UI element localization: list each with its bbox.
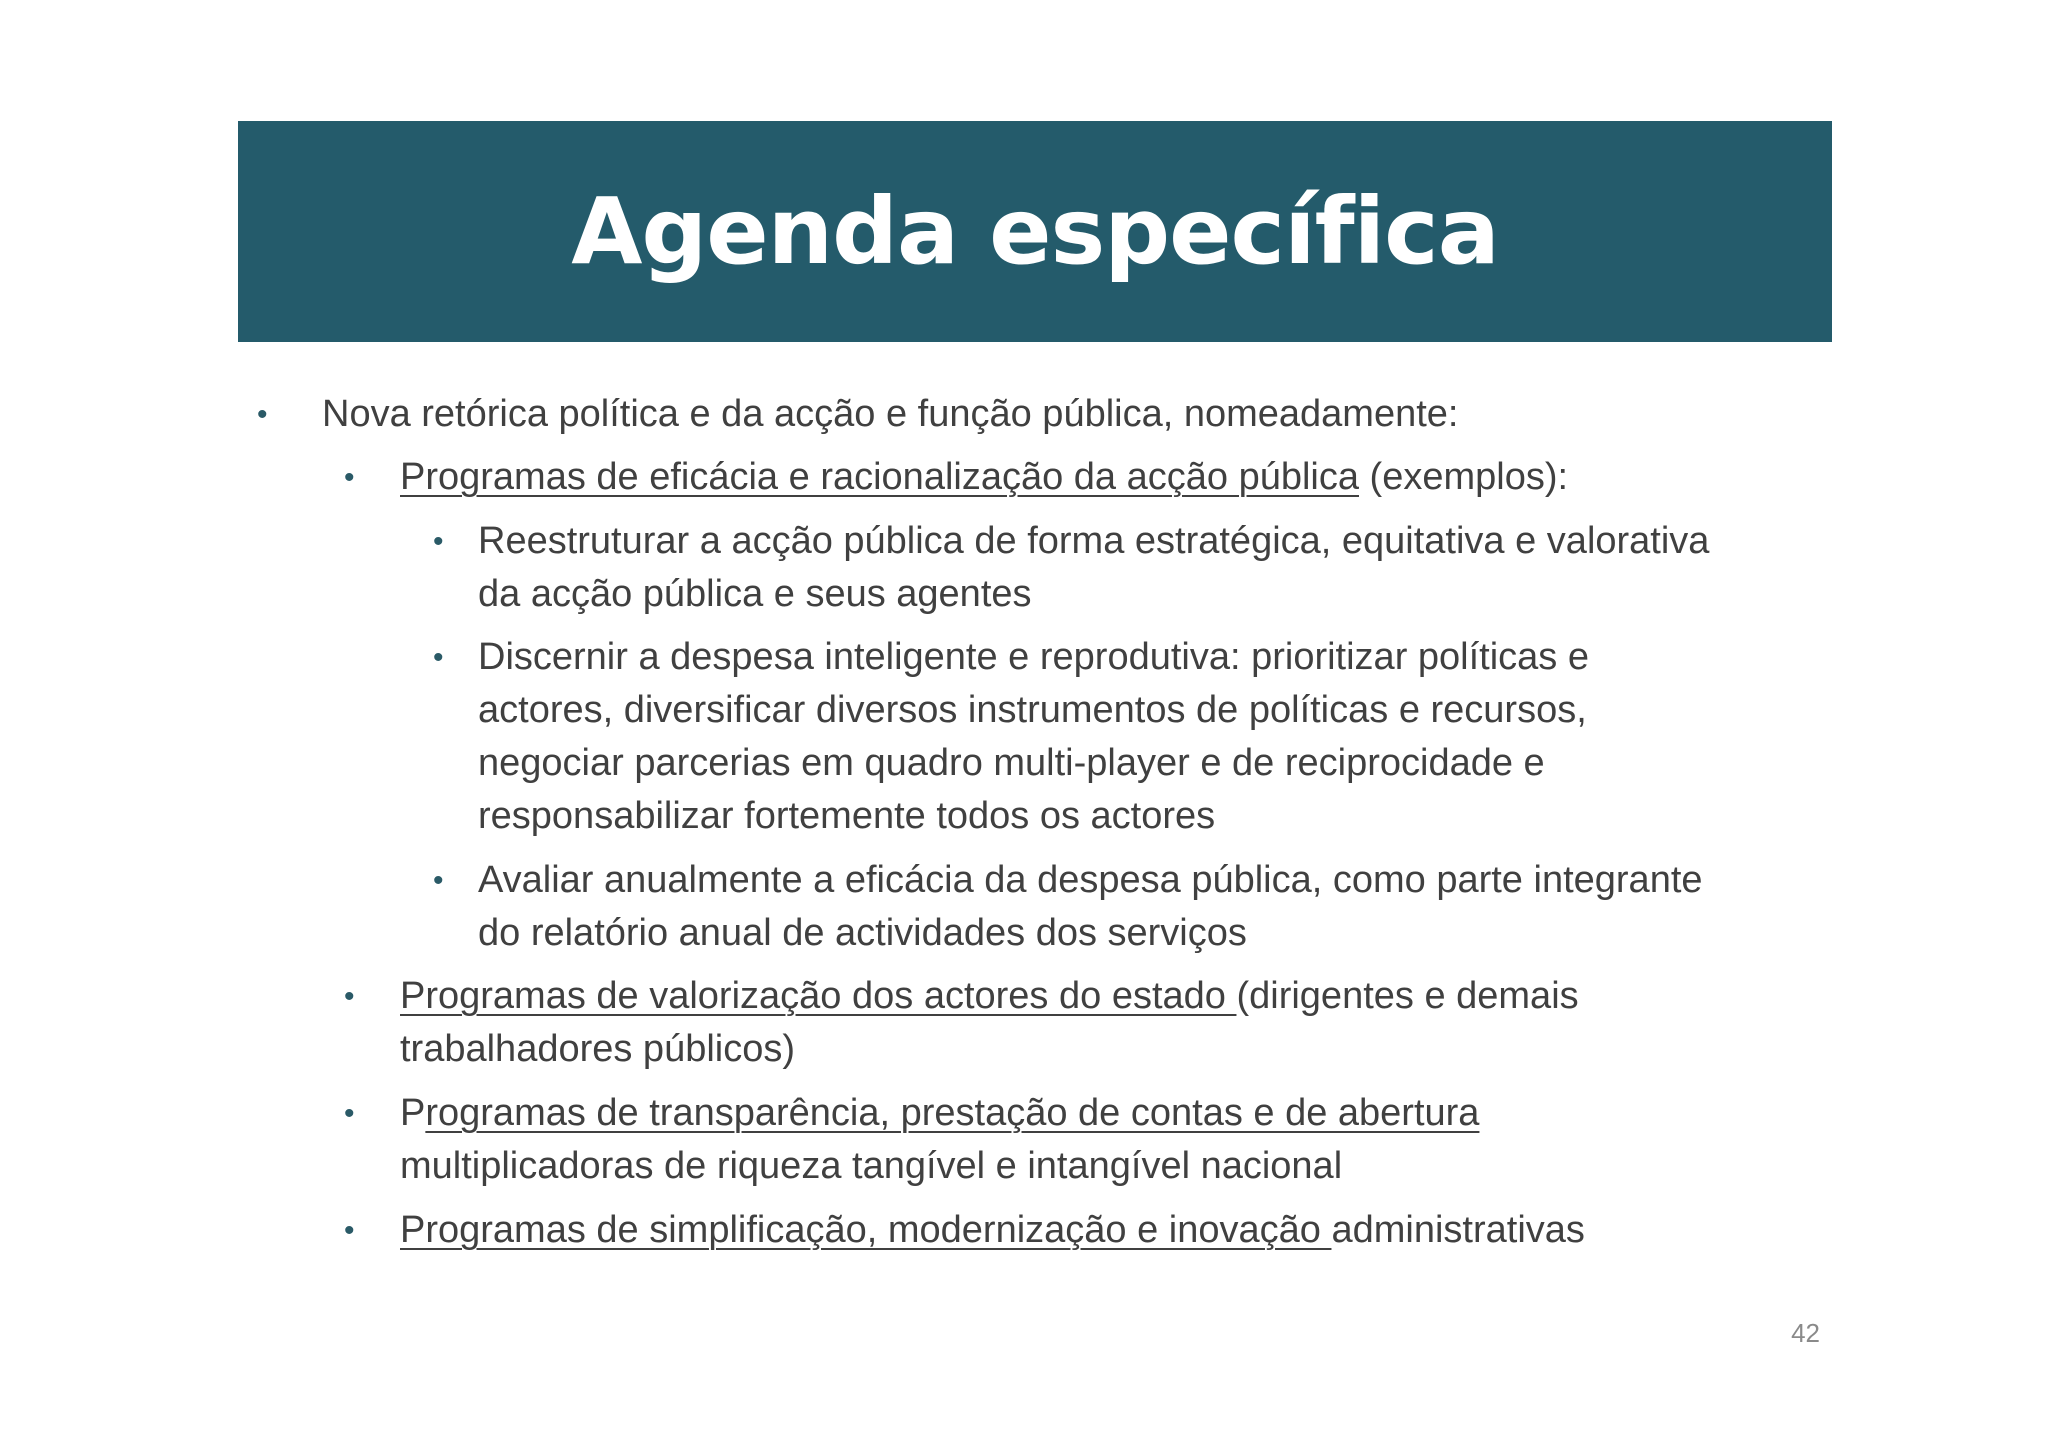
bullet-program-3 [400,1087,1479,1193]
sub-bullet-1-line2: da acção pública e seus agentes [478,573,1032,615]
program-2-line2: trabalhadores públicos) [400,1028,796,1070]
bullet-program-1 [400,451,1568,504]
sub-bullet-2 [478,631,1589,843]
program-4-title: Programas de simplificação, modernização e inovação [400,1209,1332,1251]
bullet-dot: • [433,864,444,897]
page-number: 42 [1791,1318,1820,1348]
bullet-dot: • [257,398,268,431]
bullet-program-2 [400,970,1579,1076]
sub-bullet-3-line1: Avaliar anualmente a eficácia da despesa pública, como parte integrante [478,859,1703,901]
bullet-dot: • [344,1097,355,1130]
program-2-suffix: (dirigentes e demais [1236,975,1579,1017]
program-1-suffix: (exemplos): [1359,456,1569,498]
sub-bullet-1-line1: Reestruturar a acção pública de forma estratégica, equitativa e valorativa [478,520,1710,562]
program-3-first-letter: P [400,1092,426,1134]
bullet-dot: • [344,1214,355,1247]
sub-bullet-2-line4: responsabilizar fortemente todos os actores [478,795,1216,837]
program-3-title: rogramas de transparência, prestação de contas e de abertura [425,1092,1480,1134]
slide-title: Agenda específica [571,177,1499,285]
bullet-dot: • [344,980,355,1013]
bullet-level1 [322,388,1458,441]
sub-bullet-3 [478,854,1703,960]
bullet-dot: • [433,641,444,674]
sub-bullet-3-line2: do relatório anual de actividades dos serviços [478,912,1247,954]
program-1-title: Programas de eficácia e racionalização da acção pública [400,456,1359,498]
sub-bullet-2-line1: Discernir a despesa inteligente e reprodutiva: prioritizar políticas e [478,636,1589,678]
sub-bullet-2-line3: negociar parcerias em quadro multi-player e de reciprocidade e [478,742,1545,784]
bullet-dot: • [433,525,444,558]
program-2-title: Programas de valorização dos actores do estado [400,975,1237,1017]
bullet-program-4 [400,1204,1585,1257]
program-3-line2: multiplicadoras de riqueza tangível e intangível nacional [400,1145,1343,1187]
program-4-suffix: administrativas [1331,1209,1585,1251]
sub-bullet-2-line2: actores, diversificar diversos instrumentos de políticas e recursos, [478,689,1587,731]
sub-bullet-1 [478,515,1709,621]
bullet-level1-text: Nova retórica política e da acção e função pública, nomeadamente: [322,393,1459,435]
bullet-dot: • [344,461,355,494]
